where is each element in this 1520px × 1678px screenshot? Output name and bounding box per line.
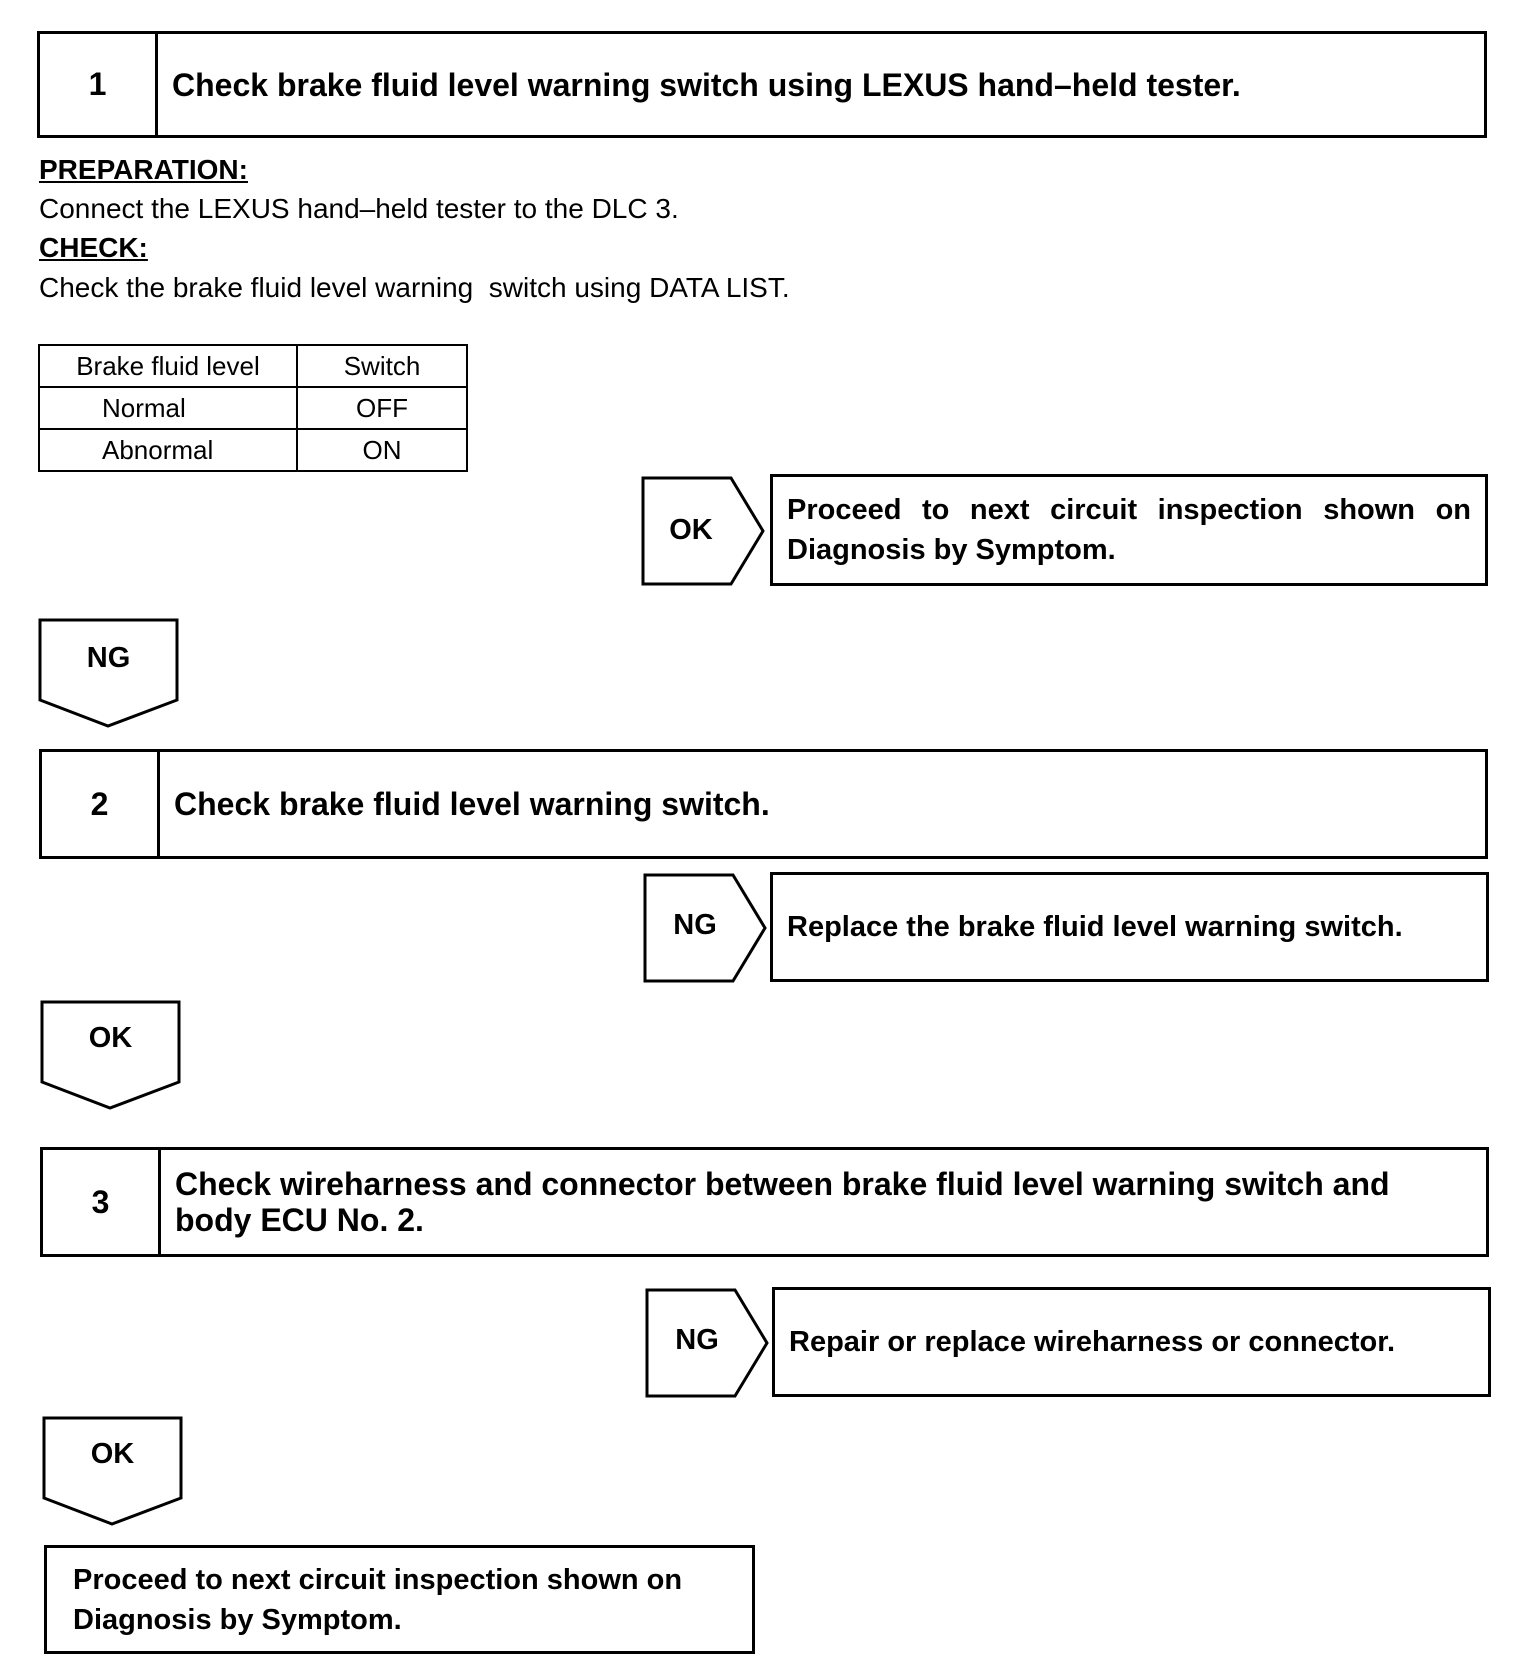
check-label: CHECK: bbox=[39, 232, 148, 263]
step-2-ng-result-box bbox=[770, 872, 1489, 982]
step-1-ok-result-text: Proceed to next circuit inspection shown on Diagnosis by Symptom. bbox=[787, 494, 1471, 566]
table-cell: ON bbox=[297, 429, 467, 471]
ng-tag-label: NG bbox=[86, 642, 131, 674]
table-row bbox=[39, 387, 467, 429]
step-2-number: 2 bbox=[42, 752, 160, 856]
ok-tag-label: OK bbox=[90, 1438, 135, 1470]
step-1-number: 1 bbox=[40, 34, 158, 135]
step-1-title: Check brake fluid level warning switch using LEXUS hand–held tester. bbox=[172, 66, 1241, 103]
preparation-text: Connect the LEXUS hand–held tester to the DLC 3. bbox=[39, 193, 679, 224]
ng-tag-label: NG bbox=[675, 1324, 719, 1356]
step-1-ok-result-box bbox=[770, 474, 1488, 586]
table-row bbox=[39, 429, 467, 471]
check-text: Check the brake fluid level warning switch using DATA LIST. bbox=[39, 272, 790, 303]
ng-right-arrow-tag bbox=[643, 873, 769, 983]
ok-tag-label: OK bbox=[88, 1022, 133, 1054]
final-result-box bbox=[44, 1545, 755, 1654]
step-3-ng-result-text: Repair or replace wireharness or connector. bbox=[789, 1326, 1396, 1358]
step-2-title: Check brake fluid level warning switch. bbox=[174, 786, 770, 822]
table-cell: Abnormal bbox=[39, 429, 297, 471]
step-3-title: Check wireharness and connector between brake fluid level warning switch and body ECU No. 2. bbox=[175, 1166, 1390, 1238]
step-1-header bbox=[37, 31, 1487, 138]
table-header-cell: Switch bbox=[297, 345, 467, 387]
table-header-row bbox=[39, 345, 467, 387]
table-cell: OFF bbox=[297, 387, 467, 429]
ng-right-arrow-tag bbox=[645, 1288, 771, 1398]
ok-down-arrow-tag bbox=[42, 1416, 183, 1526]
ok-tag-label: OK bbox=[669, 514, 713, 546]
ng-tag-label: NG bbox=[673, 909, 717, 941]
ok-right-arrow-tag bbox=[641, 476, 767, 586]
preparation-label: PREPARATION: bbox=[39, 154, 248, 185]
table-header-cell: Brake fluid level bbox=[39, 345, 297, 387]
step-3-number: 3 bbox=[43, 1150, 161, 1254]
step-3-ng-result-box bbox=[772, 1287, 1491, 1397]
final-result-text: Proceed to next circuit inspection shown on Diagnosis by Symptom. bbox=[73, 1563, 683, 1636]
down-arrow-icon bbox=[42, 1416, 183, 1526]
step-3-header bbox=[40, 1147, 1489, 1257]
step-2-ng-result-text: Replace the brake fluid level warning switch. bbox=[787, 911, 1403, 943]
ok-down-arrow-tag bbox=[40, 1000, 181, 1110]
step-2-header bbox=[39, 749, 1488, 859]
brake-fluid-switch-table bbox=[38, 344, 468, 472]
down-arrow-icon bbox=[40, 1000, 181, 1110]
ng-down-arrow-tag bbox=[38, 618, 179, 728]
table-cell: Normal bbox=[39, 387, 297, 429]
